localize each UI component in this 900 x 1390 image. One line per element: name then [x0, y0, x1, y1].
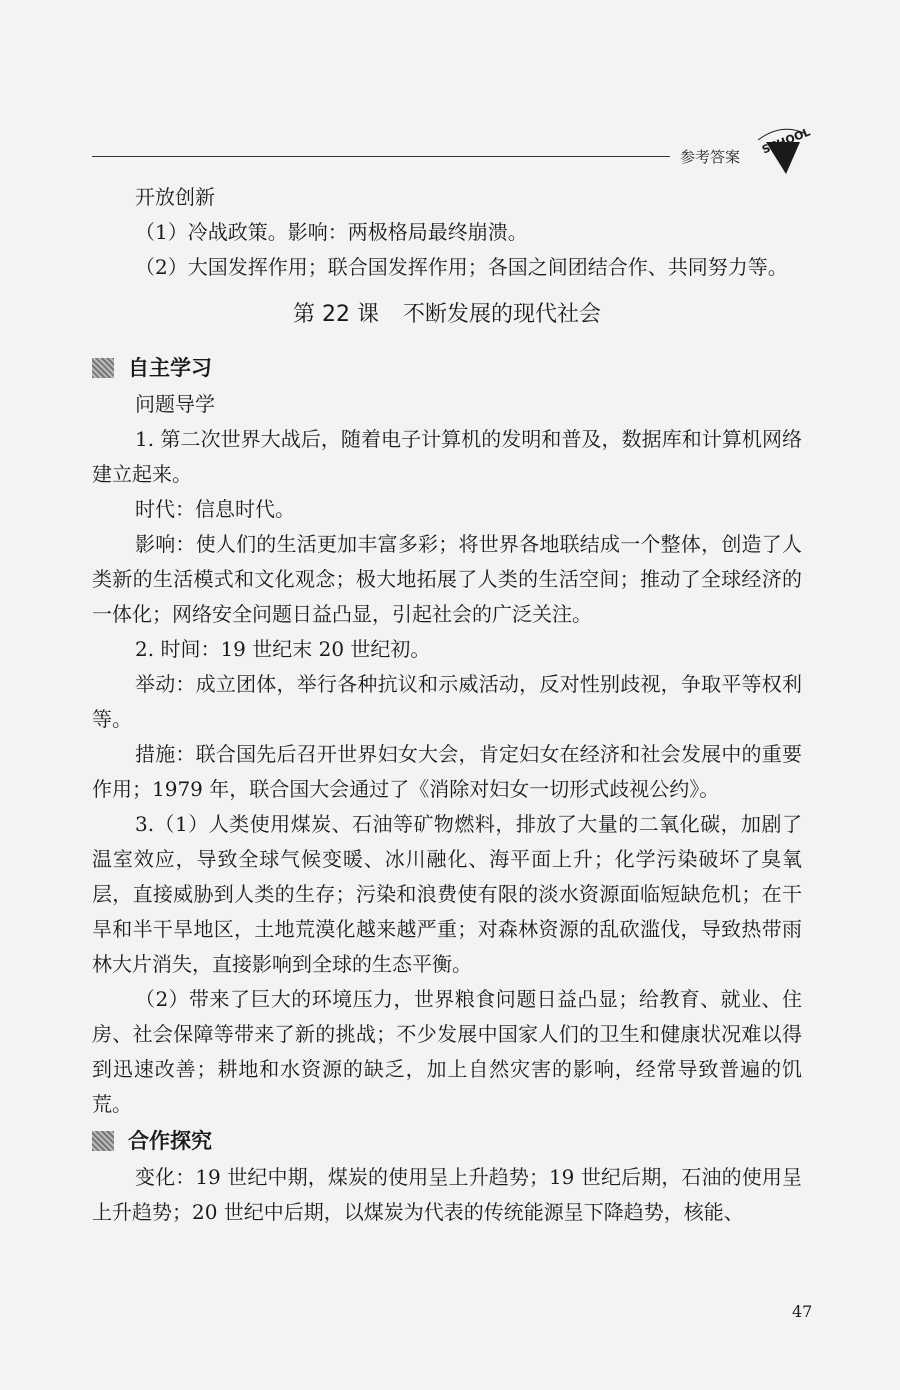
paragraph: 时代：信息时代。: [135, 497, 295, 521]
header-rule: [92, 156, 670, 157]
paragraph: 措施：联合国先后召开世界妇女大会，肯定妇女在经济和社会发展中的重要作用；1979 年，联合国大会通过了《消除对妇女一切形式歧视公约》。: [92, 742, 802, 801]
lesson-name: 不断发展的现代社会: [402, 302, 601, 327]
section-body: [92, 422, 802, 1122]
paragraph: 变化：19 世纪中期，煤炭的使用呈上升趋势；19 世纪后期，石油的使用呈上升趋势；20 世纪中后期，以煤炭为代表的传统能源呈下降趋势，核能、: [92, 1165, 802, 1224]
section-marker-icon: [92, 358, 114, 378]
paragraph: （2）带来了巨大的环境压力，世界粮食问题日益凸显；给教育、就业、住房、社会保障等带来了新的挑战；不少发展中国家人们的卫生和健康状况难以得到迅速改善；耕地和水资源的缺乏，加上自然灾害的影响，经常导致普遍的饥荒。: [92, 987, 802, 1116]
section-heading: [92, 1122, 802, 1160]
page-content: [92, 180, 802, 1230]
paragraph: 影响：使人们的生活更加丰富多彩；将世界各地联结成一个整体，创造了人类新的生活模式和文化观念；极大地拓展了人类的生活空间；推动了全球经济的一体化；网络安全问题日益凸显，引起社会的广泛关注。: [92, 532, 802, 626]
paragraph: 2. 时间：19 世纪末 20 世纪初。: [135, 637, 431, 661]
paragraph: 1. 第二次世界大战后，随着电子计算机的发明和普及，数据库和计算机网络建立起来。: [92, 427, 802, 486]
section-heading-text: 自主学习: [128, 356, 212, 380]
lesson-number: 第 22 课: [293, 302, 379, 327]
section-body: [92, 1160, 802, 1230]
page-number: 47: [792, 1302, 813, 1321]
intro-line: （1）冷战政策。影响：两极格局最终崩溃。: [135, 220, 528, 244]
school-logo-text: SCHOOL: [760, 125, 812, 157]
lesson-title: [92, 295, 802, 335]
school-logo-icon: [752, 124, 812, 180]
paragraph: 3.（1）人类使用煤炭、石油等矿物燃料，排放了大量的二氧化碳，加剧了温室效应，导致全球气候变暖、冰川融化、海平面上升；化学污染破坏了臭氧层，直接威胁到人类的生存；污染和浪费使有限的淡水资源面临短缺危机；在干旱和半干旱地区，土地荒漠化越来越严重；对森林资源的乱砍滥伐，导致热带雨林大片消失，直接影响到全球的生态平衡。: [92, 812, 802, 976]
intro-line: （2）大国发挥作用；联合国发挥作用；各国之间团结合作、共同努力等。: [135, 255, 788, 279]
section-heading-text: 合作探究: [128, 1129, 212, 1153]
subheading: 问题导学: [135, 392, 215, 416]
intro-line: 开放创新: [135, 185, 215, 209]
section-marker-icon: [92, 1131, 114, 1151]
section-heading: [92, 349, 802, 387]
paragraph: 举动：成立团体，举行各种抗议和示威活动，反对性别歧视，争取平等权利等。: [92, 672, 802, 731]
running-header: 参考答案: [680, 148, 741, 166]
